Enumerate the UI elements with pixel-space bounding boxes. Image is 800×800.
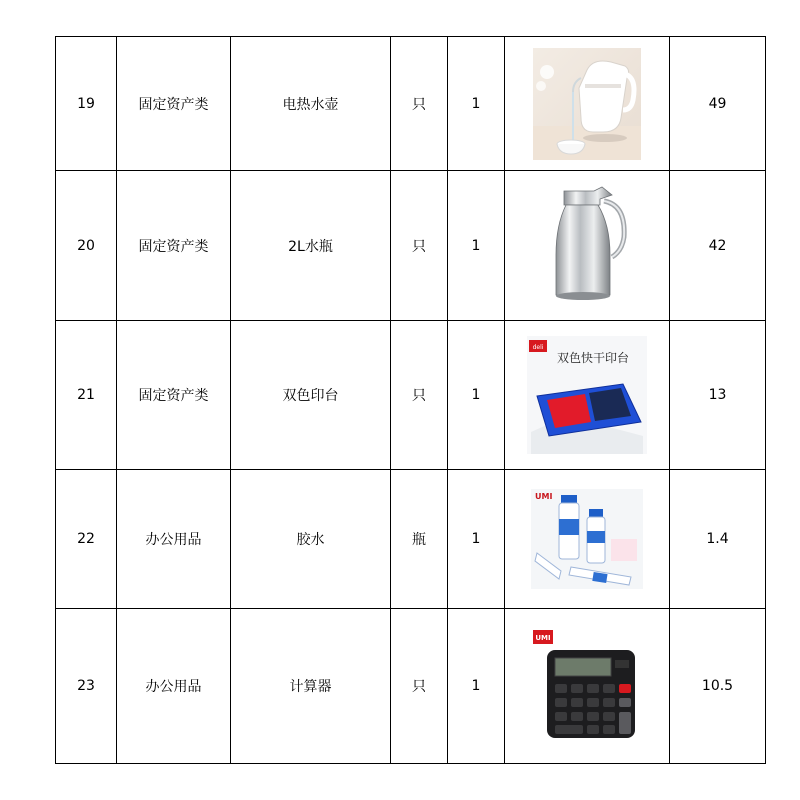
- cell-name: 计算器: [231, 609, 391, 764]
- cell-qty: 1: [448, 37, 505, 171]
- table-row: [56, 37, 766, 171]
- cell-name: 电热水壶: [231, 37, 391, 171]
- glue-bottles-image: [531, 489, 643, 589]
- cell-image: [505, 37, 670, 171]
- cell-name: 双色印台: [231, 321, 391, 470]
- image-title-text: 双色快干印台: [556, 351, 630, 365]
- cell-image: [505, 321, 670, 470]
- cell-unit: 只: [391, 171, 448, 321]
- table-row: [56, 321, 766, 470]
- cell-unit: 只: [391, 609, 448, 764]
- cell-qty: 1: [448, 470, 505, 609]
- cell-no: 21: [56, 321, 117, 470]
- cell-category: 办公用品: [117, 609, 231, 764]
- cell-unit: 只: [391, 37, 448, 171]
- product-table: [55, 36, 766, 764]
- table-row: [56, 171, 766, 321]
- table-row: [56, 470, 766, 609]
- cell-price: 42: [670, 171, 766, 321]
- cell-name: 2L水瓶: [231, 171, 391, 321]
- cell-price: 13: [670, 321, 766, 470]
- cell-name: 胶水: [231, 470, 391, 609]
- electric-kettle-image: [533, 48, 641, 160]
- brand-logo-text: UMI: [535, 634, 551, 642]
- cell-no: 22: [56, 470, 117, 609]
- ink-pad-image: [527, 336, 647, 454]
- thermal-jug-image: [542, 185, 632, 307]
- cell-price: 10.5: [670, 609, 766, 764]
- cell-category: 固定资产类: [117, 321, 231, 470]
- cell-category: 固定资产类: [117, 37, 231, 171]
- brand-logo-text: deli: [532, 344, 544, 351]
- cell-image: [505, 171, 670, 321]
- cell-price: 1.4: [670, 470, 766, 609]
- cell-category: 办公用品: [117, 470, 231, 609]
- cell-unit: 只: [391, 321, 448, 470]
- cell-image: [505, 609, 670, 764]
- cell-no: 23: [56, 609, 117, 764]
- cell-image: [505, 470, 670, 609]
- cell-category: 固定资产类: [117, 171, 231, 321]
- cell-price: 49: [670, 37, 766, 171]
- cell-no: 19: [56, 37, 117, 171]
- table-row: [56, 609, 766, 764]
- cell-no: 20: [56, 171, 117, 321]
- cell-qty: 1: [448, 609, 505, 764]
- cell-qty: 1: [448, 171, 505, 321]
- cell-unit: 瓶: [391, 470, 448, 609]
- cell-qty: 1: [448, 321, 505, 470]
- calculator-image: [531, 628, 643, 744]
- brand-logo-text: UMI: [535, 492, 553, 501]
